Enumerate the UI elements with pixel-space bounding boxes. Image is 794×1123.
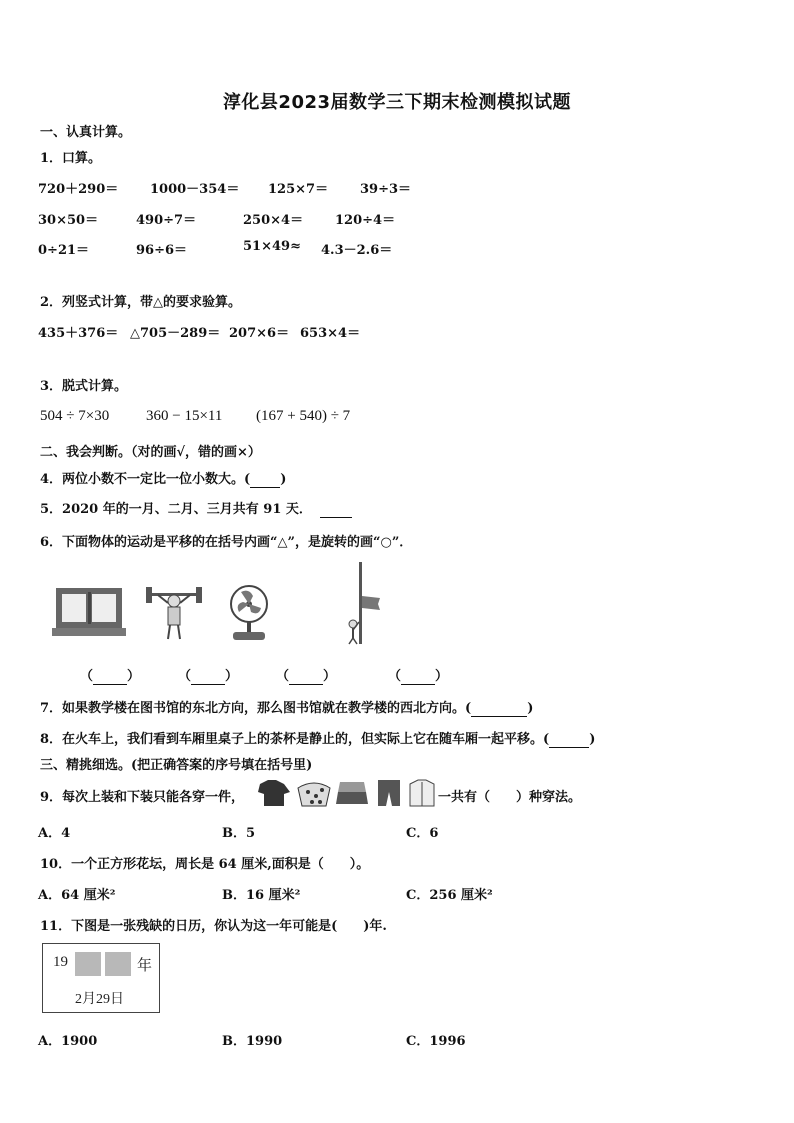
fan-picture — [225, 584, 273, 642]
q1-item: 39÷3＝ — [360, 182, 412, 197]
q10-option-b[interactable]: B．16 厘米² — [222, 888, 301, 903]
q2-item: 653×4＝ — [300, 326, 361, 341]
calendar-picture — [42, 943, 160, 1013]
q4-close: ) — [280, 472, 287, 487]
q1-item: 51×49≈ — [243, 239, 301, 254]
q2-item: 435＋376＝ — [38, 326, 119, 341]
q1-item: 96÷6＝ — [136, 243, 188, 258]
q8-text — [40, 728, 595, 748]
q8-answer-blank[interactable] — [549, 732, 589, 748]
q4-answer-blank[interactable] — [250, 472, 280, 488]
section-2-heading: 二、我会判断。（对的画√，错的画×） — [40, 445, 261, 460]
q7-answer-blank[interactable] — [471, 701, 527, 717]
q3-item: 360 − 15×11 — [146, 408, 223, 424]
q3-item: 504 ÷ 7×30 — [40, 408, 110, 424]
calendar-year-prefix: 19 — [53, 954, 68, 970]
q9-stem: 9．每次上装和下装只能各穿一件， — [40, 790, 245, 805]
q10-option-c[interactable]: C．256 厘米² — [406, 888, 493, 903]
q10-option-a[interactable]: A．64 厘米² — [38, 888, 116, 903]
calendar-missing-digit — [105, 952, 131, 976]
window-picture — [52, 586, 126, 638]
q11-stem: 11．下图是一张残缺的日历，你认为这一年可能是( )年. — [40, 919, 387, 934]
clothes-picture — [256, 778, 436, 808]
calendar-missing-digit — [75, 952, 101, 976]
section-3-heading: 三、精挑细选。(把正确答案的序号填在括号里) — [40, 758, 313, 773]
q1-item: 30×50＝ — [38, 213, 99, 228]
q1-item: 490÷7＝ — [136, 213, 197, 228]
q4-text — [40, 468, 286, 488]
q9-stem-end: 一共有（ ）种穿法。 — [438, 790, 582, 805]
q2-item: △705－289＝ — [130, 326, 221, 341]
calendar-date: 2月29日 — [75, 992, 124, 1007]
q1-item: 1000－354＝ — [150, 182, 240, 197]
q6-answer-2[interactable]: （ ） — [178, 669, 239, 684]
q7-stem: 7．如果教学楼在图书馆的东北方向，那么图书馆就在教学楼的西北方向。( — [40, 701, 472, 716]
q2-item: 207×6＝ — [229, 326, 290, 341]
q5-answer-blank[interactable] — [320, 502, 352, 518]
q2-label: 2．列竖式计算，带△的要求验算。 — [40, 295, 242, 310]
q1-item: 4.3－2.6＝ — [321, 243, 393, 258]
q1-item: 125×7＝ — [268, 182, 329, 197]
q7-text — [40, 697, 533, 717]
q4-stem: 4．两位小数不一定比一位小数大。( — [40, 472, 251, 487]
q6-answer-4[interactable]: （ ） — [388, 669, 449, 684]
q1-label: 1．口算。 — [40, 151, 102, 166]
q11-option-a[interactable]: A．1900 — [38, 1034, 98, 1049]
q5-stem: 5．2020 年的一月、二月、三月共有 91 天． — [40, 502, 312, 517]
q9-option-a[interactable]: A．4 — [38, 826, 71, 841]
q9-option-b[interactable]: B．5 — [222, 826, 256, 841]
q6-answer-1[interactable]: （ ） — [80, 669, 141, 684]
q6-text: 6．下面物体的运动是平移的在括号内画“△”，是旋转的画“○”． — [40, 535, 413, 550]
q1-item: 0÷21＝ — [38, 243, 90, 258]
calendar-year-suffix: 年 — [137, 958, 153, 974]
page-title: 淳化县2023届数学三下期末检测模拟试题 — [222, 92, 572, 113]
q1-item: 250×4＝ — [243, 213, 304, 228]
q3-item: (167 + 540) ÷ 7 — [256, 408, 351, 424]
weightlifter-picture — [144, 581, 204, 643]
q11-option-c[interactable]: C．1996 — [406, 1034, 466, 1049]
q5-text — [40, 498, 352, 518]
flagpole-picture — [340, 560, 384, 646]
q8-stem: 8．在火车上，我们看到车厢里桌子上的茶杯是静止的，但实际上它在随车厢一起平移。( — [40, 732, 550, 747]
q3-label: 3．脱式计算。 — [40, 379, 128, 394]
q1-item: 720＋290＝ — [38, 182, 119, 197]
q7-close: ) — [527, 701, 534, 716]
section-1-heading: 一、认真计算。 — [40, 125, 132, 140]
q8-close: ) — [589, 732, 596, 747]
q11-option-b[interactable]: B．1990 — [222, 1034, 283, 1049]
q6-answer-3[interactable]: （ ） — [276, 669, 337, 684]
q10-stem: 10．一个正方形花坛，周长是 64 厘米,面积是（ ）。 — [40, 857, 370, 872]
q1-item: 120÷4＝ — [335, 213, 396, 228]
q9-option-c[interactable]: C．6 — [406, 826, 439, 841]
